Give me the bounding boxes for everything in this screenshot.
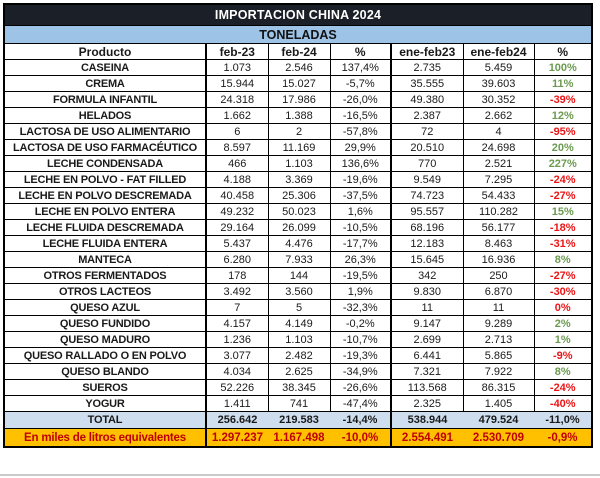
cell-feb24-value: 25.306: [268, 188, 330, 204]
cell-feb24-value: 1.103: [268, 332, 330, 348]
product-row: [4, 252, 592, 268]
cell-pct-ytd: -40%: [534, 396, 592, 412]
cell-product-name: LACTOSA DE USO FARMACÉUTICO: [4, 140, 206, 156]
column-header-pct-month: %: [330, 44, 391, 60]
product-row: [4, 380, 592, 396]
cell-pct-ytd: 20%: [534, 140, 592, 156]
cell-feb24-value: 17.986: [268, 92, 330, 108]
cell-enefeb24-value: 7.922: [463, 364, 534, 380]
cell-feb24-value: 2.546: [268, 60, 330, 76]
cell-product-name: QUESO FUNDIDO: [4, 316, 206, 332]
cell-pct-ytd: 8%: [534, 252, 592, 268]
subtitle-row: [4, 26, 592, 44]
cell-product-name: CREMA: [4, 76, 206, 92]
bottom-edge-line: [0, 474, 600, 476]
cell-feb23-value: 15.944: [206, 76, 268, 92]
cell-enefeb24-value: 9.289: [463, 316, 534, 332]
product-row: [4, 92, 592, 108]
cell-feb23-value: 29.164: [206, 220, 268, 236]
cell-product-name: LECHE EN POLVO DESCREMADA: [4, 188, 206, 204]
cell-feb24-value: 2: [268, 124, 330, 140]
cell-feb24-value: 50.023: [268, 204, 330, 220]
cell-pct-month: -57,8%: [330, 124, 391, 140]
cell-enefeb24-value: 2.530.709: [463, 429, 534, 448]
cell-enefeb23-value: 12.183: [391, 236, 463, 252]
cell-pct-month: -19,6%: [330, 172, 391, 188]
cell-enefeb23-value: 9.549: [391, 172, 463, 188]
cell-feb23-value: 1.662: [206, 108, 268, 124]
cell-pct-ytd: -95%: [534, 124, 592, 140]
cell-feb23-value: 1.411: [206, 396, 268, 412]
cell-enefeb24-value: 6.870: [463, 284, 534, 300]
cell-product-name: HELADOS: [4, 108, 206, 124]
cell-enefeb24-value: 5.459: [463, 60, 534, 76]
cell-pct-month: -5,7%: [330, 76, 391, 92]
cell-feb24-value: 7.933: [268, 252, 330, 268]
cell-pct-ytd: 1%: [534, 332, 592, 348]
cell-enefeb24-value: 2.662: [463, 108, 534, 124]
cell-pct-ytd: 100%: [534, 60, 592, 76]
cell-feb24-value: 1.167.498: [268, 429, 330, 448]
cell-product-name: SUEROS: [4, 380, 206, 396]
cell-enefeb24-value: 30.352: [463, 92, 534, 108]
cell-enefeb23-value: 9.147: [391, 316, 463, 332]
cell-product-name: LECHE FLUIDA DESCREMADA: [4, 220, 206, 236]
cell-product-name: CASEINA: [4, 60, 206, 76]
cell-pct-month: -32,3%: [330, 300, 391, 316]
cell-pct-ytd: -39%: [534, 92, 592, 108]
cell-enefeb23-value: 9.830: [391, 284, 463, 300]
cell-feb23-value: 1.236: [206, 332, 268, 348]
cell-feb24-value: 1.388: [268, 108, 330, 124]
cell-pct-month: -26,6%: [330, 380, 391, 396]
cell-pct-ytd: -9%: [534, 348, 592, 364]
cell-pct-month: 137,4%: [330, 60, 391, 76]
cell-enefeb23-value: 2.735: [391, 60, 463, 76]
product-row: [4, 396, 592, 412]
footer-liters-row: [4, 429, 592, 448]
cell-pct-month: -19,5%: [330, 268, 391, 284]
import-table: [3, 3, 593, 448]
cell-pct-month: 1,9%: [330, 284, 391, 300]
cell-enefeb23-value: 7.321: [391, 364, 463, 380]
cell-product-name: MANTECA: [4, 252, 206, 268]
cell-product-name: LECHE FLUIDA ENTERA: [4, 236, 206, 252]
cell-pct-month: -37,5%: [330, 188, 391, 204]
column-header-feb24-value: feb-24: [268, 44, 330, 60]
title-row: [4, 4, 592, 26]
cell-product-name: QUESO RALLADO O EN POLVO: [4, 348, 206, 364]
cell-feb23-value: 1.297.237: [206, 429, 268, 448]
cell-pct-month: 26,3%: [330, 252, 391, 268]
cell-enefeb23-value: 6.441: [391, 348, 463, 364]
cell-pct-ytd: 227%: [534, 156, 592, 172]
product-row: [4, 284, 592, 300]
cell-feb24-value: 3.369: [268, 172, 330, 188]
product-row: [4, 156, 592, 172]
cell-enefeb24-value: 8.463: [463, 236, 534, 252]
product-row: [4, 172, 592, 188]
cell-feb23-value: 4.188: [206, 172, 268, 188]
cell-enefeb23-value: 20.510: [391, 140, 463, 156]
total-row: [4, 412, 592, 429]
cell-enefeb24-value: 250: [463, 268, 534, 284]
cell-product-name: FORMULA INFANTIL: [4, 92, 206, 108]
cell-enefeb23-value: 2.699: [391, 332, 463, 348]
cell-pct-month: -47,4%: [330, 396, 391, 412]
cell-enefeb23-value: 15.645: [391, 252, 463, 268]
cell-pct-ytd: 8%: [534, 364, 592, 380]
cell-feb24-value: 2.482: [268, 348, 330, 364]
cell-feb24-value: 15.027: [268, 76, 330, 92]
cell-pct-ytd: -24%: [534, 380, 592, 396]
cell-feb24-value: 2.625: [268, 364, 330, 380]
cell-feb24-value: 144: [268, 268, 330, 284]
cell-pct-month: -10,7%: [330, 332, 391, 348]
product-row: [4, 220, 592, 236]
cell-enefeb23-value: 113.568: [391, 380, 463, 396]
cell-feb23-value: 49.232: [206, 204, 268, 220]
cell-pct-month: -17,7%: [330, 236, 391, 252]
table-subtitle: TONELADAS: [4, 26, 592, 44]
cell-pct-month: -19,3%: [330, 348, 391, 364]
product-row: [4, 332, 592, 348]
cell-pct-ytd: -27%: [534, 268, 592, 284]
cell-feb24-value: 26.099: [268, 220, 330, 236]
cell-enefeb23-value: 538.944: [391, 412, 463, 429]
product-row: [4, 348, 592, 364]
cell-pct-month: -10,5%: [330, 220, 391, 236]
cell-feb24-value: 4.476: [268, 236, 330, 252]
cell-enefeb23-value: 11: [391, 300, 463, 316]
cell-product-name: LECHE EN POLVO - FAT FILLED: [4, 172, 206, 188]
cell-product-name: QUESO MADURO: [4, 332, 206, 348]
cell-enefeb24-value: 11: [463, 300, 534, 316]
cell-product-name: TOTAL: [4, 412, 206, 429]
cell-pct-month: -26,0%: [330, 92, 391, 108]
column-header-enefeb23-value: ene-feb23: [391, 44, 463, 60]
cell-feb24-value: 1.103: [268, 156, 330, 172]
column-header-pct-ytd: %: [534, 44, 592, 60]
table-title: IMPORTACION CHINA 2024: [4, 4, 592, 26]
cell-feb23-value: 466: [206, 156, 268, 172]
product-row: [4, 316, 592, 332]
cell-enefeb24-value: 7.295: [463, 172, 534, 188]
cell-enefeb24-value: 16.936: [463, 252, 534, 268]
cell-pct-ytd: 11%: [534, 76, 592, 92]
cell-pct-ytd: -27%: [534, 188, 592, 204]
product-row: [4, 236, 592, 252]
cell-feb23-value: 1.073: [206, 60, 268, 76]
cell-product-name: YOGUR: [4, 396, 206, 412]
column-header-row: [4, 44, 592, 60]
product-row: [4, 140, 592, 156]
cell-enefeb24-value: 4: [463, 124, 534, 140]
cell-enefeb23-value: 35.555: [391, 76, 463, 92]
cell-product-name: OTROS LACTEOS: [4, 284, 206, 300]
cell-enefeb24-value: 2.521: [463, 156, 534, 172]
cell-feb24-value: 741: [268, 396, 330, 412]
cell-feb23-value: 5.437: [206, 236, 268, 252]
cell-pct-month: 1,6%: [330, 204, 391, 220]
cell-feb23-value: 6.280: [206, 252, 268, 268]
cell-enefeb24-value: 1.405: [463, 396, 534, 412]
cell-product-name: LECHE CONDENSADA: [4, 156, 206, 172]
product-row: [4, 204, 592, 220]
cell-pct-ytd: -0,9%: [534, 429, 592, 448]
cell-feb24-value: 219.583: [268, 412, 330, 429]
cell-enefeb24-value: 56.177: [463, 220, 534, 236]
column-header-enefeb24-value: ene-feb24: [463, 44, 534, 60]
cell-feb23-value: 4.034: [206, 364, 268, 380]
cell-feb23-value: 52.226: [206, 380, 268, 396]
column-header-feb23-value: feb-23: [206, 44, 268, 60]
cell-pct-ytd: -18%: [534, 220, 592, 236]
cell-feb23-value: 4.157: [206, 316, 268, 332]
cell-feb23-value: 3.492: [206, 284, 268, 300]
cell-pct-ytd: 2%: [534, 316, 592, 332]
cell-pct-month: -10,0%: [330, 429, 391, 448]
cell-enefeb24-value: 24.698: [463, 140, 534, 156]
cell-pct-ytd: -24%: [534, 172, 592, 188]
cell-pct-ytd: -30%: [534, 284, 592, 300]
cell-pct-month: -14,4%: [330, 412, 391, 429]
cell-feb23-value: 24.318: [206, 92, 268, 108]
product-row: [4, 124, 592, 140]
cell-pct-ytd: 0%: [534, 300, 592, 316]
product-row: [4, 76, 592, 92]
cell-enefeb24-value: 110.282: [463, 204, 534, 220]
product-row: [4, 108, 592, 124]
cell-feb24-value: 38.345: [268, 380, 330, 396]
cell-enefeb23-value: 2.387: [391, 108, 463, 124]
cell-pct-month: -34,9%: [330, 364, 391, 380]
cell-enefeb23-value: 2.325: [391, 396, 463, 412]
cell-product-name: QUESO BLANDO: [4, 364, 206, 380]
cell-enefeb23-value: 72: [391, 124, 463, 140]
cell-feb23-value: 178: [206, 268, 268, 284]
cell-enefeb23-value: 2.554.491: [391, 429, 463, 448]
cell-pct-month: 29,9%: [330, 140, 391, 156]
cell-pct-ytd: 12%: [534, 108, 592, 124]
cell-enefeb24-value: 54.433: [463, 188, 534, 204]
cell-enefeb24-value: 479.524: [463, 412, 534, 429]
product-row: [4, 188, 592, 204]
cell-product-name: QUESO AZUL: [4, 300, 206, 316]
cell-enefeb23-value: 95.557: [391, 204, 463, 220]
column-header-product-name: Producto: [4, 44, 206, 60]
cell-product-name: OTROS FERMENTADOS: [4, 268, 206, 284]
cell-pct-ytd: -31%: [534, 236, 592, 252]
cell-enefeb23-value: 68.196: [391, 220, 463, 236]
cell-pct-ytd: 15%: [534, 204, 592, 220]
cell-feb23-value: 40.458: [206, 188, 268, 204]
cell-product-name: LECHE EN POLVO ENTERA: [4, 204, 206, 220]
cell-enefeb24-value: 5.865: [463, 348, 534, 364]
cell-product-name: LACTOSA DE USO ALIMENTARIO: [4, 124, 206, 140]
cell-feb23-value: 256.642: [206, 412, 268, 429]
product-row: [4, 364, 592, 380]
cell-pct-month: 136,6%: [330, 156, 391, 172]
cell-pct-ytd: -11,0%: [534, 412, 592, 429]
cell-enefeb24-value: 39.603: [463, 76, 534, 92]
cell-enefeb23-value: 342: [391, 268, 463, 284]
product-row: [4, 268, 592, 284]
cell-enefeb23-value: 49.380: [391, 92, 463, 108]
cell-feb24-value: 4.149: [268, 316, 330, 332]
cell-feb23-value: 6: [206, 124, 268, 140]
cell-product-name: En miles de litros equivalentes: [4, 429, 206, 448]
cell-enefeb24-value: 86.315: [463, 380, 534, 396]
cell-enefeb23-value: 770: [391, 156, 463, 172]
product-row: [4, 60, 592, 76]
cell-pct-month: -16,5%: [330, 108, 391, 124]
product-row: [4, 300, 592, 316]
cell-feb24-value: 11.169: [268, 140, 330, 156]
cell-feb23-value: 3.077: [206, 348, 268, 364]
cell-feb23-value: 7: [206, 300, 268, 316]
cell-feb23-value: 8.597: [206, 140, 268, 156]
cell-feb24-value: 5: [268, 300, 330, 316]
cell-enefeb23-value: 74.723: [391, 188, 463, 204]
cell-enefeb24-value: 2.713: [463, 332, 534, 348]
cell-pct-month: -0,2%: [330, 316, 391, 332]
cell-feb24-value: 3.560: [268, 284, 330, 300]
